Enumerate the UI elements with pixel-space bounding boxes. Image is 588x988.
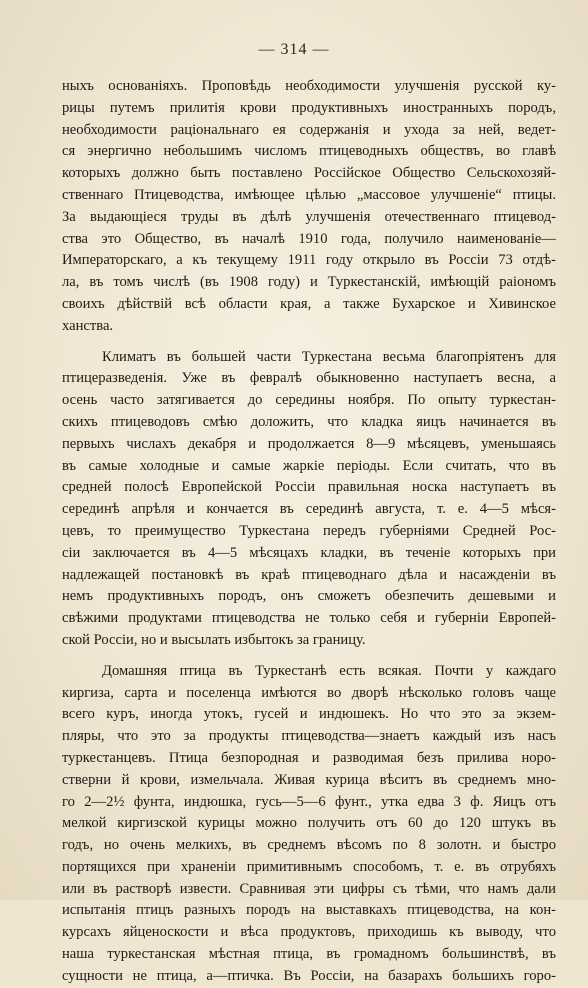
text-line: ханства. xyxy=(62,317,114,334)
text-line: цевъ, то преимущество Туркестана передъ губерніями Средней Рос- xyxy=(62,522,556,539)
text-line: первыхъ числахъ декабря и продолжается 8—9 мѣсяцевъ, уменьшаясь xyxy=(62,435,556,452)
text-line: ской Россіи, но и высылать избытокъ за границу. xyxy=(62,631,366,648)
body-text xyxy=(62,76,556,988)
paragraph-3 xyxy=(62,661,556,988)
text-line: наша туркестанская мѣстная птица, въ громадномъ большинствѣ, въ xyxy=(62,946,556,963)
text-line: осень часто затягивается до середины ноября. По опыту туркестан- xyxy=(62,392,556,409)
text-line: Климатъ въ большей части Туркестана весьма благопріятенъ для xyxy=(102,348,556,365)
text-line: надлежащей постановкѣ въ краѣ птицеводнаго дѣла и насажденіи въ xyxy=(62,566,556,583)
text-line: ся энергично небольшимъ числомъ птицеводныхъ обществъ, во главѣ xyxy=(62,143,556,160)
paragraph-2 xyxy=(62,347,556,652)
text-line: сущности не птица, а—птичка. Въ Россіи, на базарахъ большихъ горо- xyxy=(62,967,556,984)
page-number: — 314 — xyxy=(258,41,330,58)
text-line: годъ, но очень мелкихъ, въ среднемъ вѣсомъ по 8 золотн. и быстро xyxy=(62,837,556,854)
text-line: Домашняя птица въ Туркестанѣ есть всякая. Почти у каждаго xyxy=(102,662,556,679)
text-line: пляры, что это за продукты птицеводства—знаетъ каждый изъ насъ xyxy=(62,728,556,745)
text-line: ства это Общество, въ началѣ 1910 года, получило наименованіе— xyxy=(62,230,556,247)
text-line: ныхъ основаніяхъ. Проповѣдь необходимости улучшенія русской ку- xyxy=(62,78,556,94)
text-line: испытанія птицъ разныхъ породъ на выставкахъ птицеводства, на кон- xyxy=(62,902,556,919)
text-line: туркестанцевъ. Птица безпородная и разводимая безъ прилива норо- xyxy=(62,749,556,766)
text-line: мелкой киргизской курицы можно получить отъ 60 до 120 штукъ въ xyxy=(62,815,556,832)
text-line: киргиза, сарта и поселенца имѣются во дворѣ нѣсколько головъ чаще xyxy=(62,684,556,701)
text-line: ла, въ томъ числѣ (въ 1908 году) и Туркестанскій, имѣющій раіономъ xyxy=(62,274,556,291)
text-line: портящихся при храненіи примитивнымъ способомъ, т. е. въ отрубяхъ xyxy=(62,858,556,875)
text-line: немъ продуктивныхъ породъ, онъ сможетъ обезпечить дешевыми и xyxy=(62,588,556,605)
text-line: За выдающіеся труды въ дѣлѣ улучшенія отечественнаго птицевод- xyxy=(62,208,556,225)
text-line: Императорскаго, а къ текущему 1911 году открыло въ Россіи 73 отдѣ- xyxy=(62,252,556,269)
text-line: которыхъ должно быть поставлено Россійское Общество Сельскохозяй- xyxy=(62,165,556,182)
text-line: ственнаго Птицеводства, имѣющее цѣлью „массовое улучшеніе“ птицы. xyxy=(62,186,556,203)
text-line: всего куръ, иногда утокъ, гусей и индюшекъ. Но что это за экзем- xyxy=(62,706,556,723)
text-line: стверни й крови, измельчала. Живая курица вѣситъ въ среднемъ мно- xyxy=(62,771,556,788)
paragraph-1 xyxy=(62,76,556,338)
text-line: или въ растворѣ извести. Сравнивая эти цифры съ тѣми, что намъ дали xyxy=(62,880,556,897)
text-line: въ самые холодные и самые жаркіе періоды. Если считать, что въ xyxy=(62,457,556,474)
text-line: сіи заключается въ 4—5 мѣсяцахъ кладки, въ теченіе которыхъ при xyxy=(62,544,556,561)
text-line: рицы путемъ прилитія крови продуктивныхъ иностранныхъ породъ, xyxy=(62,99,556,116)
text-line: скихъ птицеводовъ смѣю доложить, что кладка яицъ начинается въ xyxy=(62,413,556,430)
text-line: свѣжими продуктами птицеводства не только себя и губерніи Европей- xyxy=(62,610,556,627)
text-line: серединѣ апрѣля и кончается въ серединѣ августа, т. е. 4—5 мѣся- xyxy=(62,501,556,518)
text-line: своихъ дѣйствій всѣ области края, а также Бухарское и Хивинское xyxy=(62,295,556,312)
text-line: птицеразведенія. Уже въ февралѣ обыкновенно наступаетъ весна, а xyxy=(62,370,556,387)
text-line: средней полосѣ Европейской Россіи правильная носка наступаетъ въ xyxy=(62,479,556,496)
text-line: курсахъ яйценоскости и вѣса продуктовъ, приходишь къ выводу, что xyxy=(62,924,556,941)
text-line: необходимости раціональнаго ея содержанія и ухода за ней, ведет- xyxy=(62,121,556,138)
text-line: го 2—2½ фунта, индюшка, гусь—5—6 фунт., утка едва 3 ф. Яицъ отъ xyxy=(62,793,556,810)
